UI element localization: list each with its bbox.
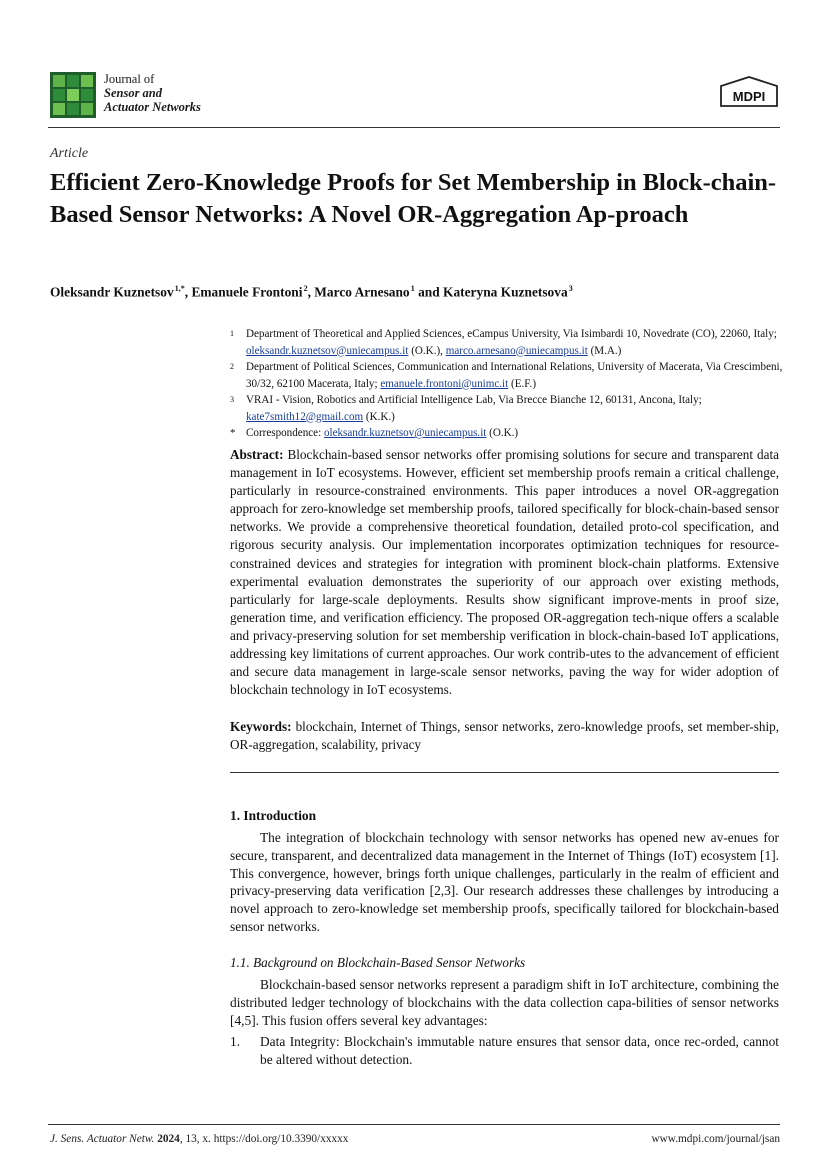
author-separator: , <box>184 284 192 300</box>
list-item-number: 1. <box>230 1034 241 1049</box>
affiliation-item <box>230 392 790 425</box>
email-link[interactable]: emanuele.frontoni@unimc.it <box>380 377 509 390</box>
affiliation-number: 2 <box>230 362 234 371</box>
affiliation-text: VRAI - Vision, Robotics and Artificial Intelligence Lab, Via Brecce Bianche 12, 60131, Ancona, Italy; <box>246 394 702 406</box>
author-name: Kateryna Kuznetsova <box>443 284 568 300</box>
journal-name-line1: Journal of <box>104 72 155 86</box>
author-name: Oleksandr Kuznetsov <box>50 284 174 300</box>
email-tag: (K.K.) <box>365 410 395 423</box>
affiliation-text: Department of Theoretical and Applied Sciences, eCampus University, Via Isimbardi 10, Novedrate (CO), 22060, Italy; <box>246 328 777 340</box>
email-tag: (M.A.) <box>590 344 622 357</box>
abstract-label: Abstract: <box>230 447 284 462</box>
affiliation-item <box>230 359 790 392</box>
email-link[interactable]: oleksandr.kuznetsov@uniecampus.it <box>246 344 409 357</box>
affiliations <box>230 326 790 442</box>
keywords-label: Keywords: <box>230 719 292 734</box>
body-paragraph: Blockchain-based sensor networks represent a paradigm shift in IoT architecture, combining the distributed ledger technology of blockchains with the data collection capa-bilities of sensor networks [4,5]. This fusion offers several key advantages: <box>230 977 779 1028</box>
keywords-text: blockchain, Internet of Things, sensor networks, zero-knowledge proofs, set member-ship, OR-aggregation, scalability, privacy <box>230 719 779 753</box>
affiliation-number: 1 <box>230 329 234 338</box>
email-link[interactable]: marco.arnesano@uniecampus.it <box>445 344 588 357</box>
author-name: Emanuele Frontoni <box>191 284 303 300</box>
affiliation-item <box>230 326 790 359</box>
correspondence-mark: * <box>230 427 236 439</box>
article-type: Article <box>50 146 89 161</box>
footer-citation <box>50 1133 348 1145</box>
author-name: Marco Arnesano <box>314 284 410 300</box>
section-divider <box>230 772 779 773</box>
correspondence-label: Correspondence: <box>246 427 322 439</box>
paper-title: Efficient Zero-Knowledge Proofs for Set Membership in Block-chain-Based Sensor Networks: A Novel OR-Aggregation Ap-proach <box>50 169 777 228</box>
email-tag: (O.K.) <box>489 427 519 439</box>
section-heading: 1. Introduction <box>230 808 317 823</box>
author-separator: , <box>307 284 315 300</box>
author-affiliation-mark: 2 <box>303 284 308 293</box>
email-tag: (E.F.) <box>511 377 537 390</box>
email-link[interactable]: kate7smith12@gmail.com <box>246 410 364 423</box>
mdpi-logo-icon <box>719 76 779 108</box>
journal-name-line3: Actuator Networks <box>104 100 201 114</box>
author-affiliation-mark: 1,* <box>174 284 185 293</box>
author-affiliation-mark: 1 <box>410 284 415 293</box>
author-list <box>50 284 790 300</box>
email-link[interactable]: oleksandr.kuznetsov@uniecampus.it <box>323 427 487 439</box>
list-item <box>230 1033 779 1069</box>
journal-logo-icon <box>50 72 96 118</box>
footer-doi: , 13, x. https://doi.org/10.3390/xxxxx <box>179 1133 349 1145</box>
author-affiliation-mark: 3 <box>568 284 573 293</box>
affiliation-text: Department of Political Sciences, Communication and International Relations, University of Macerata, Via Crescimbeni, 30/32, 62100 Macerata, Italy; <box>246 361 783 390</box>
author-separator: and <box>414 284 444 300</box>
header-divider <box>48 127 780 128</box>
abstract <box>230 446 779 699</box>
journal-name <box>104 72 201 114</box>
footer-journal-abbr: J. Sens. Actuator Netw. <box>50 1133 155 1145</box>
mdpi-logo-text: MDPI <box>732 89 766 104</box>
body-paragraph: The integration of blockchain technology with sensor networks has opened new av-enues for secure, transparent, and decentralized data management in the Internet of Things (IoT) ecosystem [1]. This convergence, however, brings forth unique challenges, particularly in the realm of efficient and privacy-preserving data verification [2,3]. Our research addresses these challenges by introducing a novel approach to zero-knowledge set membership proofs, specifically tailored for blockchain-based sensor networks. <box>230 830 779 934</box>
keywords <box>230 718 779 754</box>
subsection-heading: 1.1. Background on Blockchain-Based Sensor Networks <box>230 955 526 970</box>
list-item-text: Data Integrity: Blockchain's immutable nature ensures that sensor data, once rec-orded, cannot be altered without detection. <box>260 1034 779 1067</box>
footer-year: 2024 <box>157 1133 180 1145</box>
affiliation-number: 3 <box>230 395 234 404</box>
abstract-text: Blockchain-based sensor networks offer promising solutions for secure and transparent data management in IoT ecosystems. However, efficient set membership proofs remain a critical challenge, particularly in resource-constrained environments. This paper introduces a novel OR-aggregation approach for zero-knowledge set membership proofs, tailored specifically for block-chain-based sensor networks. We provide a comprehensive theoretical foundation, detailed proto-col specification, and rigorous security analysis. Our implementation incorporates optimization techniques for resource-constrained devices and strategies for integration with prominent block-chain platforms. Extensive experimental evaluation demonstrates the superiority of our approach over existing methods, particularly for large-scale deployments. Results show significant improve-ments in proof size, generation time, and verification efficiency. The proposed OR-aggregation tech-nique offers a scalable and privacy-preserving solution for set membership verification in block-chain-based IoT applications, addressing key limitations of current approaches. Our work contrib-utes to the advancement of efficient and secure data management in large-scale sensor networks, paving the way for wider adoption of blockchain technology in IoT ecosystems. <box>230 447 779 698</box>
journal-name-line2: Sensor and <box>104 86 163 100</box>
email-tag: (O.K.), <box>411 344 443 357</box>
footer-journal-url[interactable]: www.mdpi.com/journal/jsan <box>651 1133 780 1145</box>
footer-divider <box>48 1124 780 1125</box>
correspondence <box>230 425 790 442</box>
